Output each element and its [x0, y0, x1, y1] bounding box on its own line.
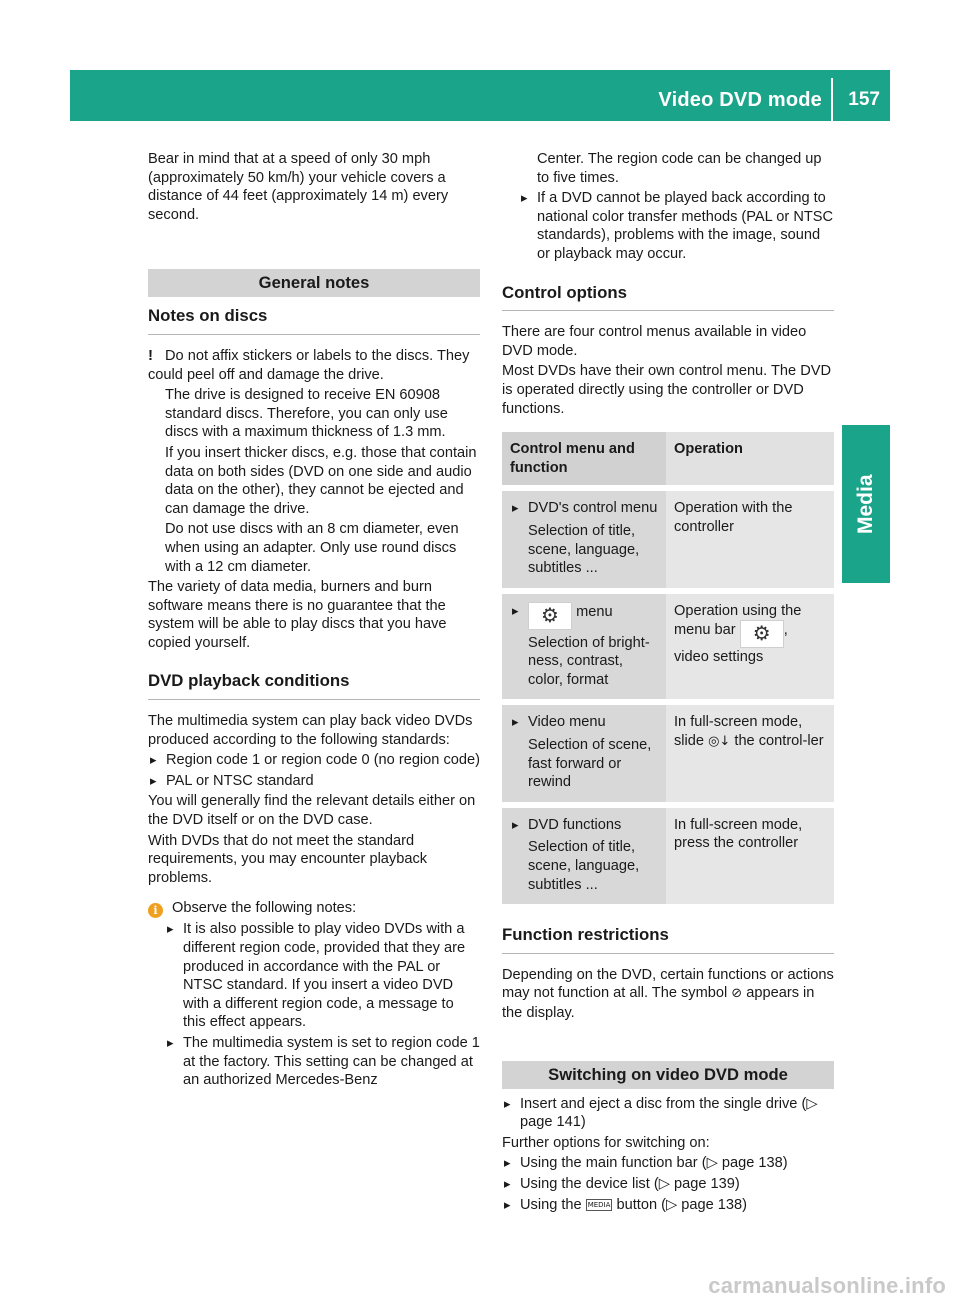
table-cell-sub: Selection of title, scene, language, subtitles ...	[528, 522, 640, 577]
warning-text: The drive is designed to receive EN 60908 standard discs. Therefore, you can only use discs with a maximum thickness of 1.3 mm.	[165, 387, 448, 441]
media-button-icon: MEDIA	[587, 1200, 611, 1209]
table-cell-sub: Selection of bright-ness, contrast, color, format	[528, 634, 650, 688]
table-cell-title: ▸ ⚙ menu	[510, 602, 658, 630]
table-cell: In full-screen mode, press the controller	[666, 808, 834, 904]
body-text: Depending on the DVD, certain functions or actions may not function at all. The symbol ⊘ appears in the display.	[502, 966, 834, 1021]
control-menu-table	[502, 432, 834, 904]
list-item: ▸ Insert and eject a disc from the single drive (▷ page 141)	[502, 1095, 834, 1132]
body-text: Further options for switching on:	[502, 1134, 710, 1151]
info-note: i Observe the following notes:	[148, 899, 480, 918]
gear-icon: ⚙	[528, 602, 572, 630]
heading-function-restrictions: Function restrictions	[502, 926, 834, 954]
body-text: The multimedia system can play back video DVDs produced according to the following standards:	[148, 713, 473, 748]
list-item: ▸ Region code 1 or region code 0 (no region code)	[148, 751, 480, 770]
info-icon: i	[148, 903, 163, 918]
list-item: ▸ PAL or NTSC standard	[148, 772, 480, 791]
gear-icon: ⚙	[740, 620, 784, 648]
list-item: ▸ The multimedia system is set to region code 1 at the factory. This setting can be changed at an authorized Mercedes-Benz	[165, 1034, 480, 1090]
heading-notes-on-discs: Notes on discs	[148, 307, 480, 335]
intro-text: Bear in mind that at a speed of only 30 mph (approximately 50 km/h) your vehicle covers a distance of 44 feet (approximately 14 m) every second.	[148, 151, 449, 223]
section-heading-switching-on: Switching on video DVD mode	[502, 1061, 834, 1089]
variety-text: The variety of data media, burners and burn software means there is no guarantee that the system will be able to play discs that you have copied yourself.	[148, 579, 447, 651]
side-tab-marker	[842, 540, 890, 583]
body-text: With DVDs that do not meet the standard requirements, you may encounter playback problems.	[148, 832, 428, 886]
list-item: ▸ Using the main function bar (▷ page 138)	[502, 1154, 834, 1173]
table-header-cell: Control menu and function	[502, 432, 666, 485]
table-cell-title: ▸ Video menu	[510, 713, 658, 732]
table-cell: In full-screen mode, slide ◎↓ the control-ler	[666, 705, 834, 801]
table-cell: Operation with the controller	[666, 491, 834, 587]
heading-control-options: Control options	[502, 284, 834, 312]
table-cell-sub: Selection of title, scene, language, subtitles ...	[528, 839, 640, 893]
table-cell: Operation using the menu bar ⚙ , video settings	[666, 594, 834, 700]
side-tab-label: Media	[854, 474, 877, 534]
list-item: ▸ It is also possible to play video DVDs with a different region code, provided that they are produced in accordance with the PAL or NTSC standard. If you insert a video DVD with a different region code, a message to this effect appears.	[165, 920, 480, 1032]
warning-paragraph: ! Do not affix stickers or labels to the discs. They could peel off and damage the drive.	[148, 346, 470, 383]
table-row	[502, 808, 834, 904]
note-continuation: Center. The region code can be changed up to five times.	[537, 151, 822, 186]
page-title: Video DVD mode	[658, 89, 822, 111]
table-row	[502, 491, 834, 587]
watermark: carmanualsonline.info	[708, 1273, 946, 1299]
list-item: ▸ Using the device list (▷ page 139)	[502, 1175, 834, 1194]
table-cell-sub: Selection of scene, fast forward or rewind	[528, 737, 652, 791]
body-text: There are four control menus available in video DVD mode.	[502, 324, 807, 359]
list-item: ▸ Using the MEDIA button (▷ page 138)	[502, 1196, 834, 1215]
body-text: You will generally find the relevant details either on the DVD itself or on the DVD case.	[148, 793, 476, 829]
right-column	[502, 150, 834, 1216]
warning-icon: !	[148, 346, 153, 364]
left-column	[148, 150, 480, 1092]
heading-dvd-playback: DVD playback conditions	[148, 672, 480, 700]
header-bar	[70, 70, 890, 121]
warning-text: Do not use discs with an 8 cm diameter, even when using an adapter. Only use round discs with a 12 cm diameter.	[165, 521, 459, 575]
table-cell-title: ▸ DVD's control menu	[510, 499, 658, 518]
table-header-cell: Operation	[666, 432, 834, 485]
prohibited-icon: ⊘	[731, 986, 743, 1002]
header-divider	[831, 78, 833, 121]
controller-slide-icon: ◎↓	[708, 734, 731, 750]
warning-text: If you insert thicker discs, e.g. those that contain data on both sides (DVD on one side and audio data on the other), they cannot be ejected and can damage the drive.	[165, 444, 477, 517]
body-text: Most DVDs have their own control menu. The DVD is operated directly using the controller or DVD functions.	[502, 363, 832, 417]
table-row	[502, 705, 834, 801]
table-row	[502, 594, 834, 700]
page-number: 157	[848, 89, 880, 110]
table-header-row	[502, 432, 834, 485]
table-cell-title: ▸ DVD functions	[510, 816, 658, 835]
section-heading-general-notes: General notes	[148, 269, 480, 297]
list-item: ▸ If a DVD cannot be played back according to national color transfer methods (PAL or NTSC standards), problems with the image, sound or playback may occur.	[519, 189, 834, 263]
